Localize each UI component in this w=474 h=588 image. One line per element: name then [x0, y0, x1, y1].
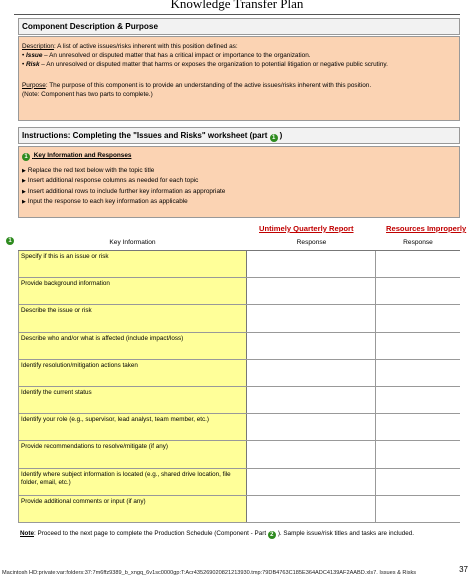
part-1-marker-icon: 1 [6, 237, 14, 245]
table-row [18, 414, 460, 441]
response-cell[interactable] [247, 360, 376, 386]
issue-line [22, 51, 456, 60]
response-cell[interactable] [247, 496, 376, 522]
title-rule [14, 14, 460, 15]
response-cell[interactable] [376, 469, 460, 495]
key-info-cell: Describe the issue or risk [18, 305, 247, 331]
triangle-bullet-icon: ▶ [22, 168, 26, 174]
response-cell[interactable] [376, 278, 460, 304]
response-cell[interactable] [376, 496, 460, 522]
table-row [18, 251, 460, 278]
instructions-header-close: ) [279, 131, 283, 140]
instruction-step-text: Input the response to each key information as applicable [27, 198, 188, 206]
instruction-step [22, 166, 456, 176]
table-row [18, 469, 460, 496]
response-cell[interactable] [376, 305, 460, 331]
purpose-label: Purpose [22, 81, 46, 89]
triangle-bullet-icon: ▶ [22, 199, 26, 206]
purpose-note: (Note: Component has two parts to complete.) [22, 90, 153, 98]
description-label: Description [22, 43, 54, 50]
response-column-header-2: Response [403, 239, 433, 246]
part-1-icon: 1 [22, 153, 30, 161]
key-info-cell: Specify if this is an issue or risk [18, 251, 247, 277]
topic-title-2[interactable]: Resources Improperly [386, 224, 467, 233]
note-label: Note [20, 530, 34, 537]
key-info-cell: Identify your role (e.g., supervisor, lead analyst, team member, etc.) [18, 414, 247, 440]
instruction-step-text: Replace the red text below with the topic title [27, 167, 155, 174]
issue-term: Issue [26, 52, 43, 60]
instruction-step [22, 176, 456, 186]
part-2-icon: 2 [268, 531, 276, 539]
triangle-bullet-icon: ▶ [22, 188, 26, 195]
response-cell[interactable] [247, 305, 376, 331]
page-number: 37 [459, 565, 468, 574]
key-info-cell: Provide background information [18, 278, 247, 304]
risk-line [22, 60, 456, 69]
key-info-subheader-text: Key Information and Responses [33, 152, 132, 159]
topic-title-1[interactable]: Untimely Quarterly Report [259, 224, 354, 233]
response-cell[interactable] [247, 251, 376, 277]
instructions-header-text: Instructions: Completing the "Issues and Risks" worksheet (part [22, 131, 270, 140]
table-row [18, 441, 460, 468]
bullet-icon: • [22, 61, 25, 69]
description-line [22, 42, 456, 51]
issue-text: – An unresolved or disputed matter that has a critical impact or importance to the organization. [42, 52, 311, 60]
file-path-footer: Macintosh HD:private:var:folders:37:7m6ffz9389_b_xngq_6v1sc0000gp:T:Acr435269020821213930.tmp:79DB4763C185E364ADC4139AF2AABD.xls7. Issues & Risks [2, 570, 417, 576]
description-text: : A list of active issues/risks inherent with this position defined as: [53, 43, 238, 50]
key-info-cell: Provide recommendations to resolve/mitigate (if any) [18, 441, 247, 467]
response-cell[interactable] [376, 441, 460, 467]
instructions-header [18, 127, 460, 144]
response-cell[interactable] [376, 387, 460, 413]
response-cell[interactable] [376, 414, 460, 440]
response-cell[interactable] [247, 333, 376, 359]
risk-term: Risk [26, 61, 40, 69]
table-row [18, 305, 460, 332]
instructions-box [18, 146, 460, 218]
component-section-header: Component Description & Purpose [18, 18, 460, 35]
response-cell[interactable] [247, 414, 376, 440]
instruction-step [22, 187, 456, 197]
note-text-after: ). Sample issue/risk titles and tasks are included. [277, 530, 414, 537]
table-row [18, 387, 460, 414]
key-info-table [18, 250, 460, 523]
table-row [18, 333, 460, 360]
table-row [18, 360, 460, 387]
response-cell[interactable] [247, 387, 376, 413]
response-cell[interactable] [376, 360, 460, 386]
purpose-text: : The purpose of this component is to provide an understanding of the active issues/risks inherent with this position. [45, 81, 372, 89]
key-info-cell: Provide additional comments or input (if any) [18, 496, 247, 522]
response-cell[interactable] [247, 441, 376, 467]
instruction-step [22, 197, 456, 207]
key-info-cell: Identify where subject information is located (e.g., shared drive location, file folder, email, etc.) [18, 469, 247, 495]
key-info-cell: Identify the current status [18, 387, 247, 413]
response-cell[interactable] [247, 278, 376, 304]
response-cell[interactable] [376, 251, 460, 277]
key-info-subheader [22, 151, 456, 161]
risk-text: – An unresolved or disputed matter that harms or exposes the organization to potential litigation or negative public scrutiny. [39, 61, 388, 69]
key-info-cell: Identify resolution/mitigation actions taken [18, 360, 247, 386]
response-cell[interactable] [376, 333, 460, 359]
key-info-column-header: Key Information [109, 239, 156, 246]
page-title: Knowledge Transfer Plan [170, 0, 304, 11]
bottom-note [20, 530, 414, 539]
table-row [18, 496, 460, 523]
part-1-icon: 1 [270, 134, 278, 142]
triangle-bullet-icon: ▶ [22, 178, 26, 185]
instruction-step-text: Insert additional response columns as needed for each topic [27, 177, 199, 185]
response-column-header-1: Response [296, 239, 327, 246]
bullet-icon: • [22, 52, 25, 60]
description-box [18, 36, 460, 121]
note-text-before: : Proceed to the next page to complete the Production Schedule (Component - Part [34, 530, 268, 537]
key-info-cell: Describe who and/or what is affected (include impact/loss) [18, 333, 247, 359]
table-row [18, 278, 460, 305]
response-cell[interactable] [247, 469, 376, 495]
purpose-line [22, 81, 456, 90]
instruction-step-text: Insert additional rows to include further key information as appropriate [27, 187, 226, 195]
